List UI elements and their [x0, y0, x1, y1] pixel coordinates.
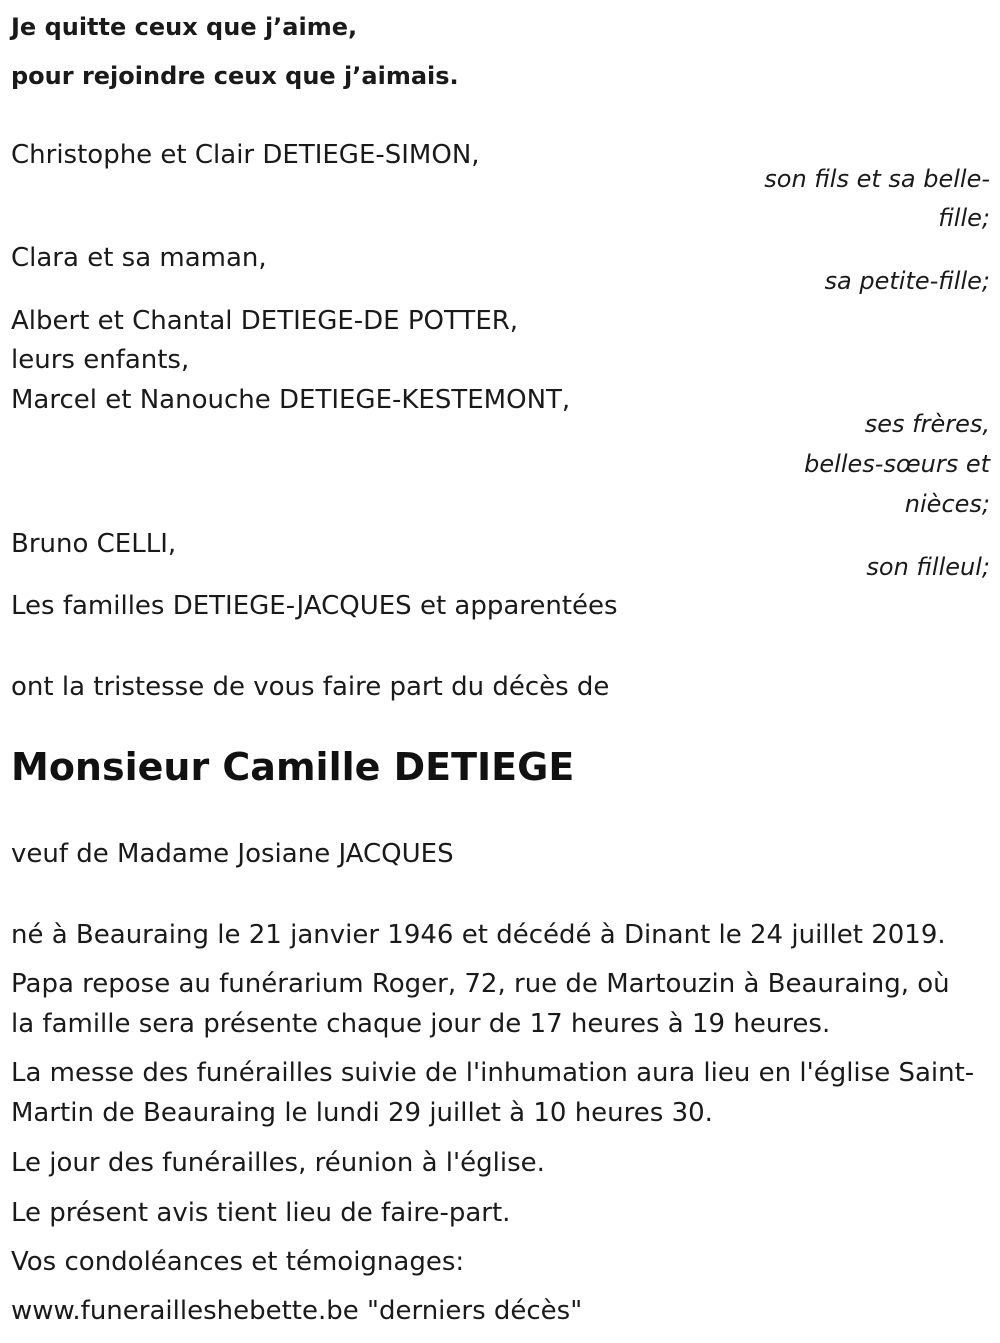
son-relation-1: son fils et sa belle- [764, 165, 990, 193]
quote-line-1: Je quitte ceux que j’aime, [11, 13, 358, 41]
brothers-relation-3: nièces; [904, 490, 990, 518]
rest-line-2: la famille sera présente chaque jour de 17 heures à 19 heures. [11, 1009, 831, 1039]
condolences-line: Vos condoléances et témoignages: [11, 1247, 465, 1277]
widower-line: veuf de Madame Josiane JACQUES [11, 839, 454, 869]
godson-name: Bruno CELLI, [11, 529, 177, 559]
granddaughter-name: Clara et sa maman, [11, 243, 267, 273]
brother1-children: leurs enfants, [11, 345, 190, 375]
rest-line-1: Papa repose au funérarium Roger, 72, rue de Martouzin à Beauraing, où [11, 969, 950, 999]
granddaughter-relation: sa petite-fille; [824, 267, 990, 295]
deceased-name: Monsieur Camille DETIEGE [11, 745, 575, 789]
brother1-name: Albert et Chantal DETIEGE-DE POTTER, [11, 306, 519, 336]
notice-line: Le présent avis tient lieu de faire-part. [11, 1198, 511, 1228]
son-relation-2: fille; [938, 204, 990, 232]
son-name: Christophe et Clair DETIEGE-SIMON, [11, 140, 480, 170]
godson-relation: son filleul; [866, 553, 990, 581]
birth-death-line: né à Beauraing le 21 janvier 1946 et décédé à Dinant le 24 juillet 2019. [11, 920, 946, 950]
brothers-relation-2: belles-sœurs et [804, 450, 990, 478]
brother2-name: Marcel et Nanouche DETIEGE-KESTEMONT, [11, 385, 571, 415]
website-link[interactable]: www.funerailleshebette.be "derniers décès" [11, 1296, 583, 1326]
brothers-relation-1: ses frères, [864, 410, 990, 438]
quote-line-2: pour rejoindre ceux que j’aimais. [11, 62, 459, 90]
announcement-line: ont la tristesse de vous faire part du décès de [11, 672, 610, 702]
mass-line-2: Martin de Beauraing le lundi 29 juillet à 10 heures 30. [11, 1098, 713, 1128]
families-line: Les familles DETIEGE-JACQUES et apparentées [11, 591, 618, 621]
mass-line-1: La messe des funérailles suivie de l'inhumation aura lieu en l'église Saint- [11, 1058, 975, 1088]
meeting-line: Le jour des funérailles, réunion à l'église. [11, 1148, 545, 1178]
